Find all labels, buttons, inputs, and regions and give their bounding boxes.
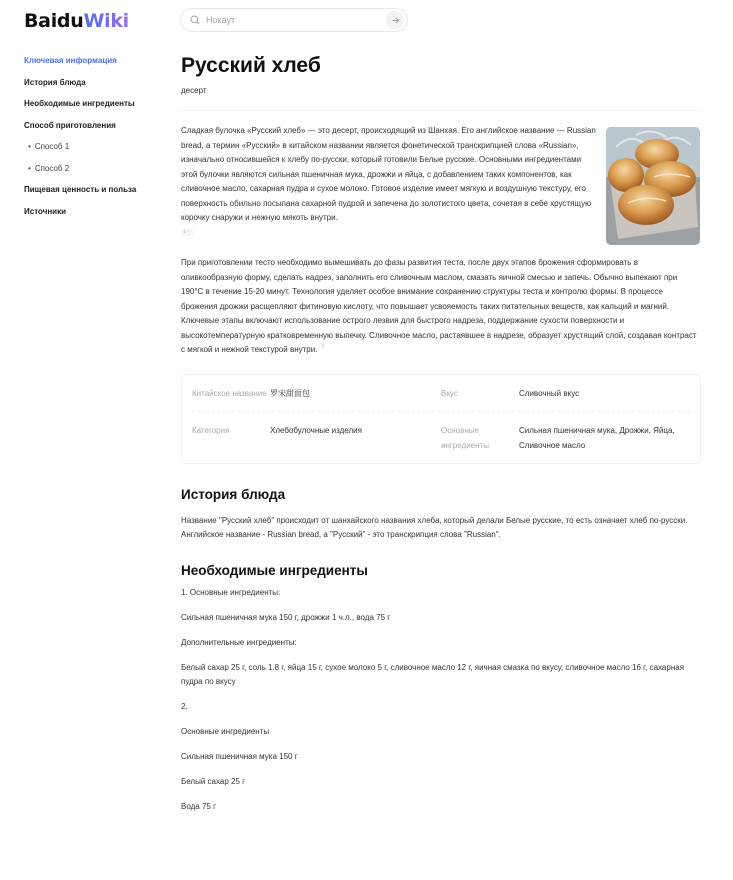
toc-item-nutrition[interactable]: Пищевая ценность и польза [24,185,137,194]
section-heading-ingredients: Необходимые ингредиенты [181,562,368,578]
info-cell [441,423,690,453]
ingredient-line: 1. Основные ингредиенты: [181,587,281,597]
citation-badge[interactable]: 1··· [183,228,191,235]
ingredient-line: Сильная пшеничная мука 150 г, дрожжи 1 ч.л., вода 75 г [181,612,391,622]
toc-item-cooking-method[interactable]: Способ приготовления [24,120,116,130]
info-cell [192,423,441,453]
page-title: Русский хлеб [181,54,321,77]
search-icon [184,15,206,25]
table-of-contents [24,55,164,227]
info-key: Китайское название [192,388,267,398]
ingredient-line: Сильная пшеничная мука 150 г [181,751,298,761]
toc-item-sources[interactable]: Источники [24,206,67,216]
section-heading-history: История блюда [181,486,286,502]
bread-image [606,127,700,245]
baiduwiki-logo[interactable] [24,10,129,32]
bullet-icon: • [28,163,31,173]
info-value: Сливочный вкус [519,388,580,398]
citation-badge[interactable]: 3 [321,344,325,351]
toc-item-key-info[interactable]: Ключевая информация [24,56,117,65]
search-bar [180,8,408,32]
ingredient-line: Белый сахар 25 г, соль 1.8 г, яйца 15 г, сухое молоко 5 г, сливочное масло 12 г, яичная смазка по вкусу, сливочное масло 16 г, сахарная пудра по вкусу [181,662,685,686]
info-box [181,374,701,464]
logo-wiki-text: Wiki [83,10,129,32]
toc-item-ingredients[interactable]: Необходимые ингредиенты [24,99,135,108]
divider [181,110,701,111]
search-submit-button[interactable] [386,11,404,29]
logo-baidu-text: Baidu [24,10,84,32]
preparation-paragraph: При приготовлении тесто необходимо вымешивать до фазы развития теста, после двух этапов брожения сформировать в оливкообразную форму, сделать надрез, заполнить его сливочным маслом, смазать яичной смесью и запечь. Обычно выпекают при 190°C в течение 15-20 минут. Технология уделяет особое внимание сохранению структуры теста и контролю формы. В процессе брожения дрожжи расщепляют фитиновую кислоту, что повышает усвояемость таких питательных веществ, как кальций и магний. Ключевые этапы включают использование острого лезвия для быстрого надреза, поддержание сухости поверхности и высокотемпературную кратковременную выпечку. Сливочное масло, растаявшее в надрезе, образует хрустящий слой, создавая контраст с мягкой и нежной текстурой внутри. 3 [181,258,697,354]
info-cell [441,386,690,401]
ingredient-line: Дополнительные ингредиенты: [181,637,297,647]
toc-item-method-2[interactable]: • Способ 2 [28,163,70,173]
ingredient-line: Вода 75 г [181,801,216,811]
ingredient-line: 2. [181,701,188,711]
article [181,52,701,825]
info-cell [192,386,441,401]
info-value: 罗宋甜面包 [270,388,310,398]
toc-item-method-1[interactable]: • Способ 1 [28,142,70,151]
ingredients-list [181,586,701,814]
ingredient-line: Белый сахар 25 г [181,776,246,786]
history-paragraph: Название "Русский хлеб" происходит от шанхайского названия хлеба, который делали Белые русские, то есть означает хлеб по-русски. Английское название - Russian bread, а "Русский" - это транскрипция слова "Russian". [181,515,688,539]
info-value: Хлебобулочные изделия [270,425,362,435]
ingredient-line: Основные ингредиенты [181,726,270,736]
search-input[interactable] [206,15,386,25]
intro-paragraph: Сладкая булочка «Русский хлеб» — это десерт, происходящий из Шанхая. Его английское название — Russian bread, а термин «Русский» в китайском названии является фонетической транскрипцией слова «Russian», изначально относившейся к хлебу по-русски, который готовили Белые русские. Основными ингредиентами этой булочки являются сильная пшеничная мука, дрожжи и яйца, с добавлением таких компонентов, как сливочное масло, сахарная пудра и сухое молоко. Готовое изделие имеет мягкую и воздушную текстуру, его поверхность обильно посыпана сахарной пудрой и запечена до золотистого цвета, сочетая в себе хрустящую корочку снаружи и нежную мякоть внутри. 1··· [181,126,596,235]
info-value: Сильная пшеничная мука, Дрожжи, Яйца, Сливочное масло [519,425,675,450]
intro-section [181,124,701,245]
info-row [192,375,690,411]
bread-rolls-photo[interactable] [606,127,700,245]
bullet-icon: • [28,142,31,151]
info-key: Основные ингредиенты [441,425,489,450]
info-key: Категория [192,425,230,435]
arrow-right-icon [391,16,400,25]
info-row [192,411,690,463]
page-subtitle: десерт [181,86,207,95]
info-key: Вкус [441,388,458,398]
toc-item-history[interactable]: История блюда [24,77,86,87]
